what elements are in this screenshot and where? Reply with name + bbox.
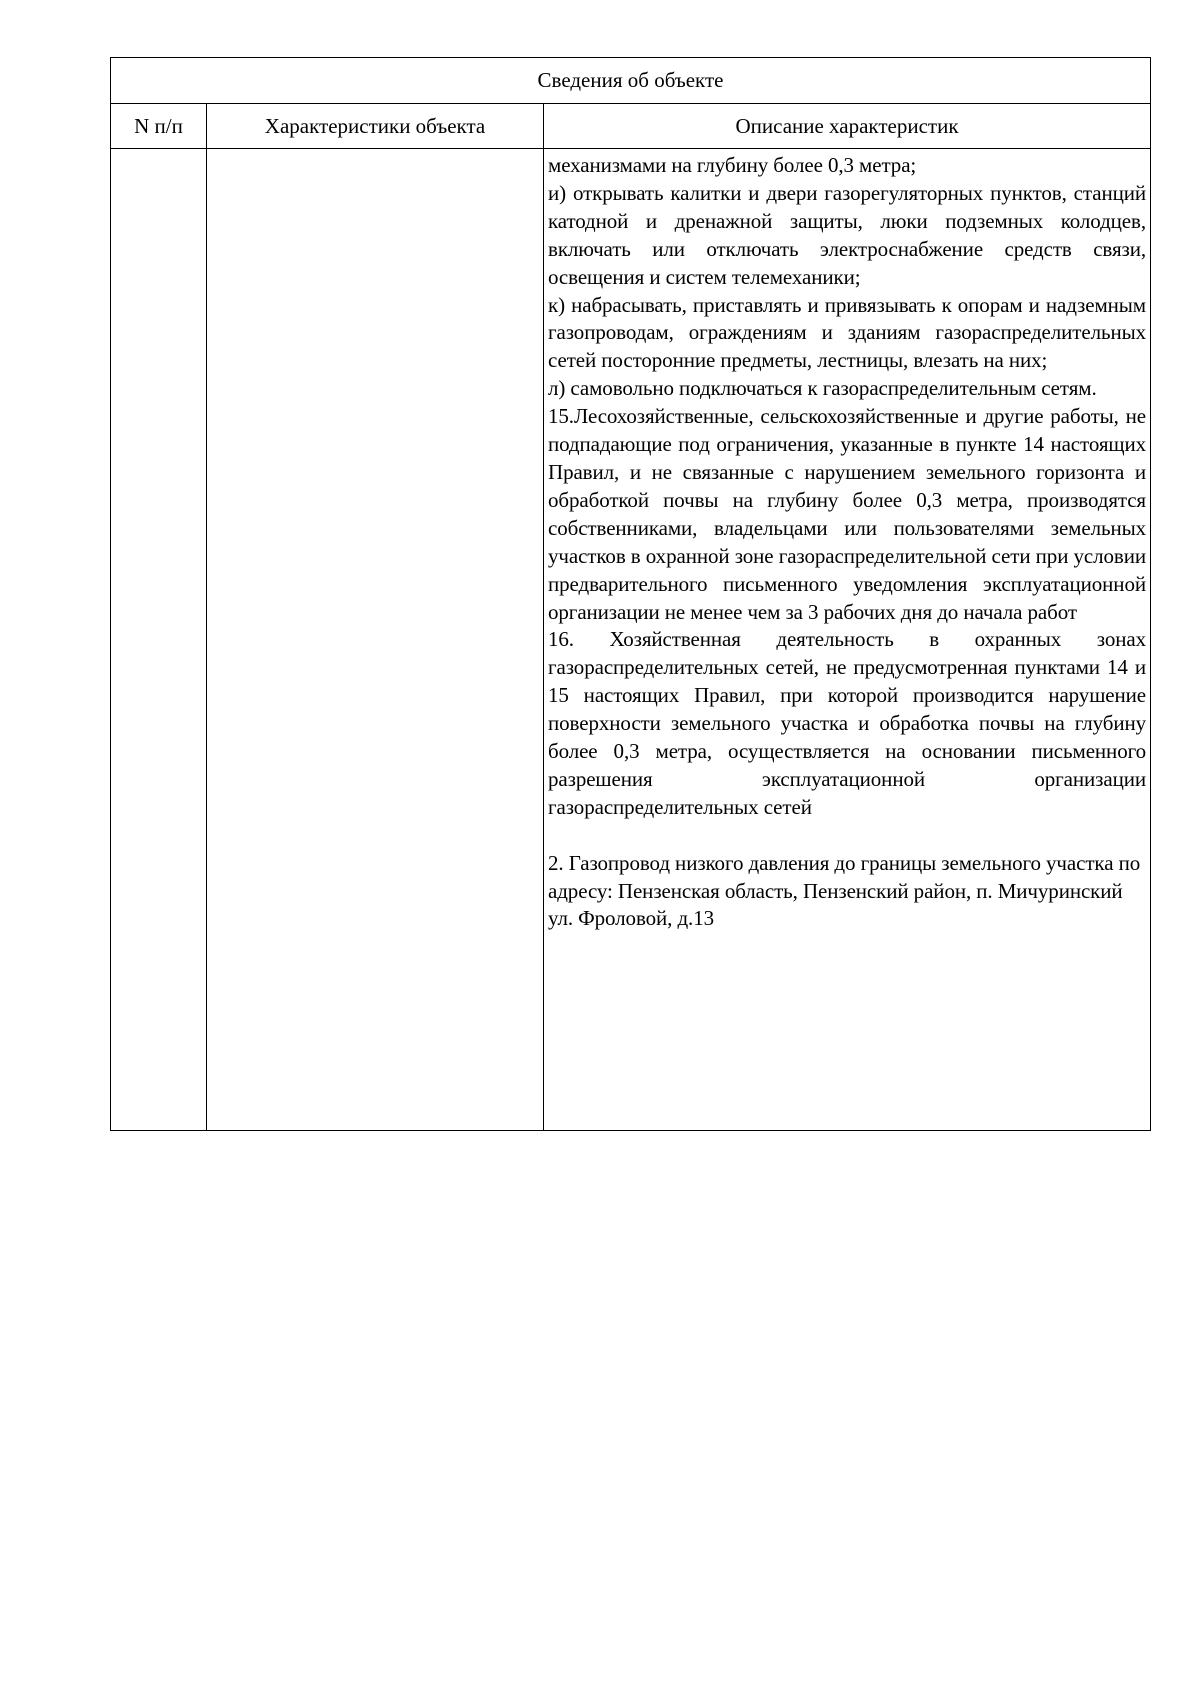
table-header-row	[111, 104, 1151, 149]
header-num: N п/п	[111, 104, 207, 149]
header-description: Описание характеристик	[544, 104, 1151, 149]
description-paragraph: и) открывать калитки и двери газорегуляторных пунктов, станций катодной и дренажной защиты, люки подземных колодцев, включать или отключать электроснабжение средств связи, освещения и систем телемеханики;	[548, 180, 1146, 289]
description-paragraph: к) набрасывать, приставлять и привязывать к опорам и надземным газопроводам, ограждениям и зданиям газораспределительных сетей посторонние предметы, лестницы, влезать на них;	[548, 292, 1146, 373]
description-paragraph: л) самовольно подключаться к газораспределительным сетям.	[548, 376, 1097, 401]
table-title: Сведения об объекте	[111, 58, 1151, 104]
pipeline-description: 2. Газопровод низкого давления до границы земельного участка по адресу: Пензенская область, Пензенский район, п. Мичуринский ул. Фроловой, д.13	[548, 850, 1141, 931]
row-description-cell	[544, 149, 1151, 1131]
table-title-row	[111, 58, 1151, 104]
row-characteristics-cell	[207, 149, 544, 1131]
description-paragraph: механизмами на глубину более 0,3 метра;	[548, 153, 917, 177]
table-row	[111, 149, 1151, 1131]
description-paragraph: 16. Хозяйственная деятельность в охранных зонах газораспределительных сетей, не предусмотренная пунктами 14 и 15 настоящих Правил, при которой производится нарушение поверхности земельного участка и обработка почвы на глубину более 0,3 метра, осуществляется на основании письменного разрешения эксплуатационной организации газораспределительных сетей	[548, 627, 1146, 819]
description-paragraph: 15.Лесохозяйственные, сельскохозяйственные и другие работы, не подпадающие под ограничения, указанные в пункте 14 настоящих Правил, и не связанные с нарушением земельного горизонта и обработкой почвы на глубину более 0,3 метра, производятся собственниками, владельцами или пользователями земельных участков в охранной зоне газораспределительной сети при условии предварительного письменного уведомления эксплуатационной организации не менее чем за 3 рабочих дня до начала работ	[548, 404, 1146, 624]
header-characteristics: Характеристики объекта	[207, 104, 544, 149]
object-info-table	[110, 57, 1151, 1131]
row-num-cell	[111, 149, 207, 1131]
